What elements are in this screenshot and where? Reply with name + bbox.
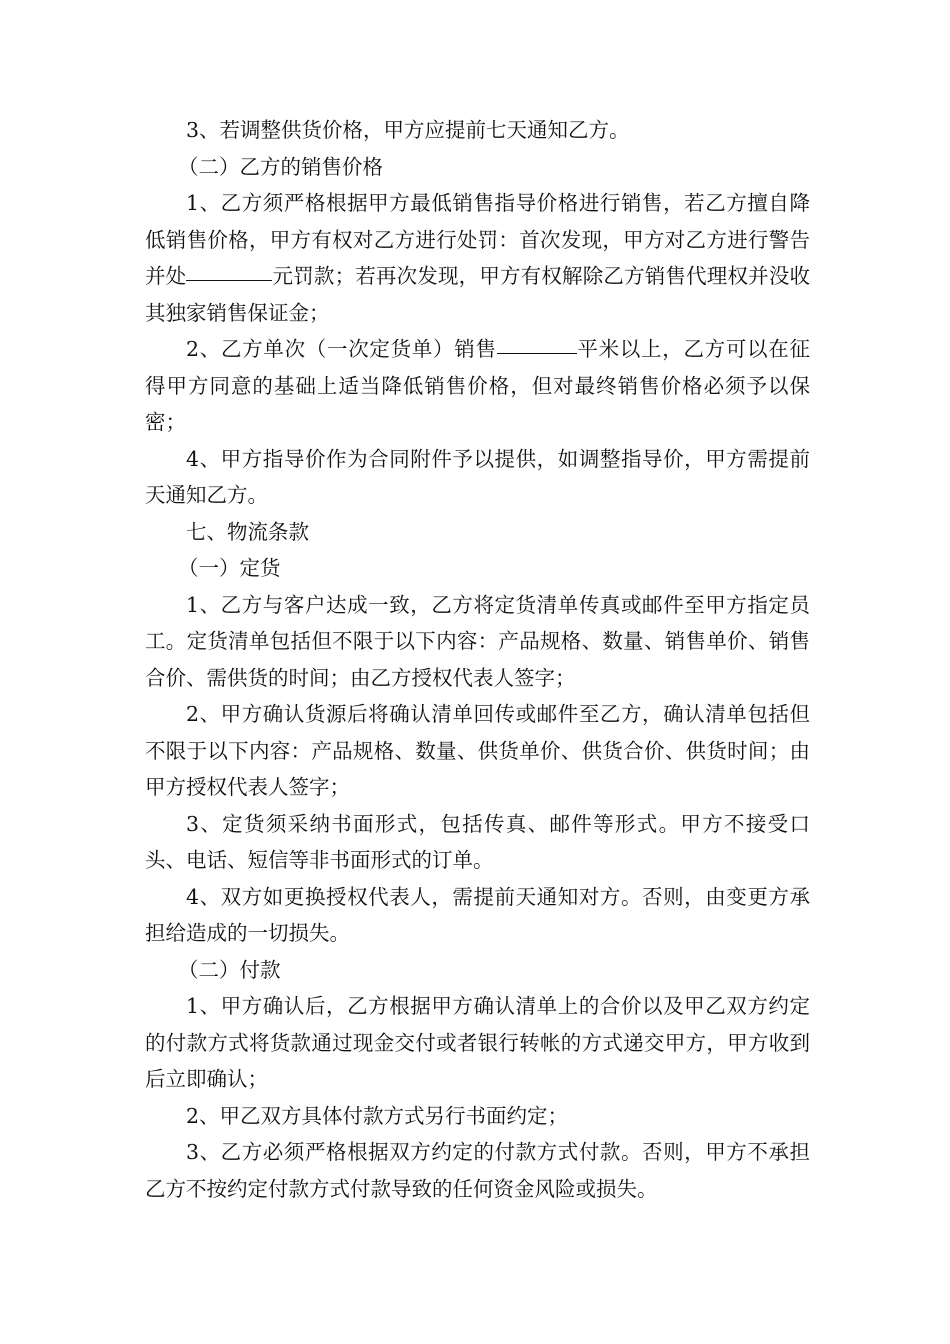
fill-in-blank-fine-amount[interactable]	[186, 258, 272, 281]
clause-2-confirmation-list: 2、甲方确认货源后将确认清单回传或邮件至乙方，确认清单包括但不限于以下内容：产品规格、数量、供货单价、供货合价、供货时间；由甲方授权代表人签字；	[145, 702, 810, 799]
clause-1-payment-confirmation: 1、甲方确认后，乙方根据甲方确认清单上的合价以及甲乙双方约定的付款方式将货款通过现金交付或者银行转帐的方式递交甲方，甲方收到后立即确认；	[145, 994, 810, 1091]
clause-1-order-list: 1、乙方与客户达成一致，乙方将定货清单传真或邮件至甲方指定员工。定货清单包括但不限于以下内容：产品规格、数量、销售单价、销售合价、需供货的时间；由乙方授权代表人签字；	[145, 592, 810, 690]
clause-4-guide-price-attachment: 4、甲方指导价作为合同附件予以提供，如调整指导价，甲方需提前天通知乙方。	[145, 446, 810, 507]
clause-text-before-blank: 1、乙方须严格根据甲方最低销售指导价格进行销售，若乙方擅自降低销售价格，甲方有权对乙方进行处罚：首次发现，甲方对乙方进行警告并处	[145, 191, 810, 288]
clause-2-bulk-order-discount	[145, 331, 810, 441]
section-heading-party-b-sales-price: （二）乙方的销售价格	[178, 154, 383, 179]
clause-3-payment-risk: 3、乙方必须严格根据双方约定的付款方式付款。否则，甲方不承担乙方不按约定付款方式付款导致的任何资金风险或损失。	[145, 1140, 810, 1201]
clause-text-after-blank: 平米以上，乙方可以在征得甲方同意的基础上适当降低销售价格，但对最终销售价格必须予以保密；	[145, 337, 811, 434]
document-page	[145, 112, 810, 1207]
clause-1-minimum-price-penalty	[145, 185, 810, 331]
clause-4-representative-change: 4、双方如更换授权代表人，需提前天通知对方。否则，由变更方承担给造成的一切损失。	[145, 884, 810, 945]
clause-2-payment-method: 2、甲乙双方具体付款方式另行书面约定；	[186, 1103, 569, 1128]
section-heading-payment: （二）付款	[178, 957, 281, 982]
clause-text-before-blank: 2、乙方单次（一次定货单）销售	[186, 337, 497, 361]
fill-in-blank-square-meters[interactable]	[497, 331, 577, 354]
clause-3-written-orders: 3、定货须采纳书面形式，包括传真、邮件等形式。甲方不接受口头、电话、短信等非书面形式的订单。	[145, 811, 810, 872]
clause-3-price-adjustment-notice: 3、若调整供货价格，甲方应提前七天通知乙方。	[186, 118, 630, 142]
clause-text-after-blank: 元罚款；若再次发现，甲方有权解除乙方销售代理权并没收其独家销售保证金；	[145, 264, 811, 325]
section-heading-ordering: （一）定货	[178, 556, 281, 580]
section-heading-logistics-terms: 七、物流条款	[186, 519, 309, 544]
